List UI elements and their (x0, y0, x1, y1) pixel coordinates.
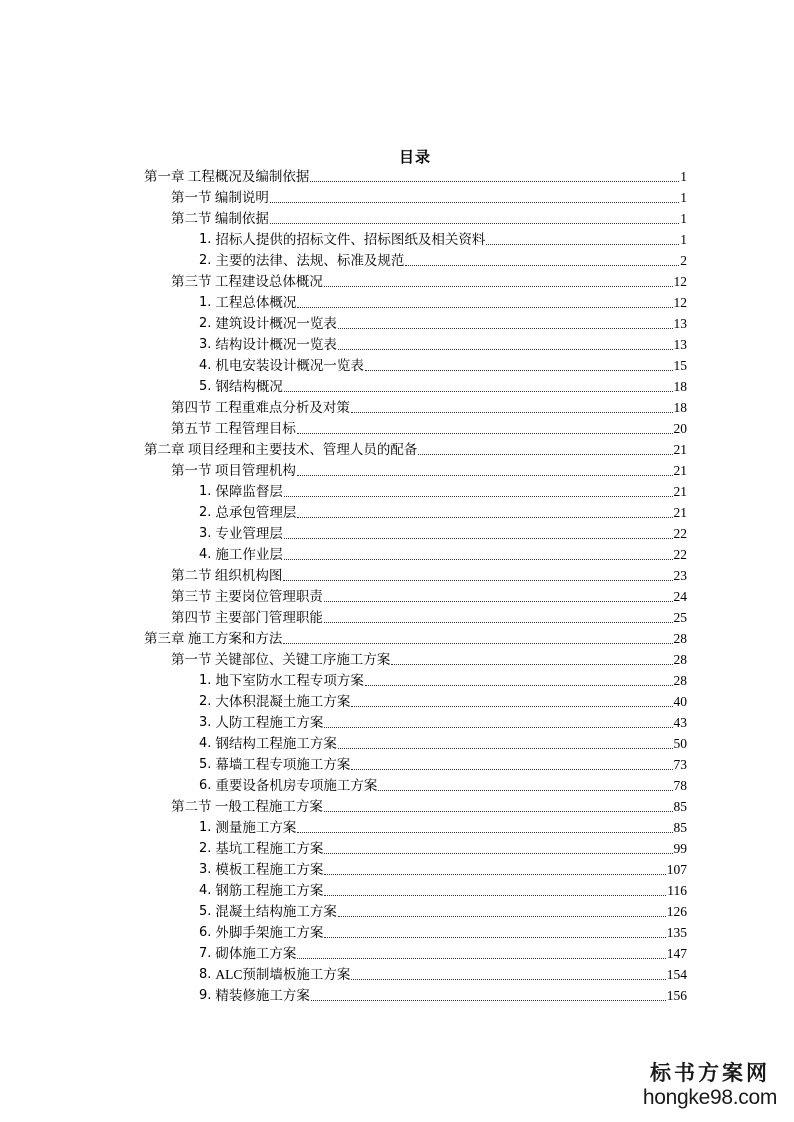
toc-entry-page-number: 20 (673, 421, 687, 436)
toc-entry-number: 3. (199, 526, 212, 541)
toc-entry-number: 6. (199, 778, 212, 793)
toc-entry[interactable] (144, 334, 687, 355)
toc-entry-page-number: 21 (673, 505, 687, 520)
toc-entry-page-number: 21 (673, 484, 687, 499)
dot-leader (270, 222, 679, 224)
dot-leader (324, 621, 673, 623)
toc-entry-page-number: 28 (673, 652, 687, 667)
toc-entry[interactable] (144, 901, 687, 922)
toc-entry[interactable] (144, 754, 687, 775)
toc-entry-page-number: 126 (666, 904, 687, 919)
toc-entry-page-number: 12 (673, 295, 687, 310)
toc-entry[interactable] (144, 838, 687, 859)
toc-entry-page-number: 85 (673, 799, 687, 814)
toc-entry-page-number: 1 (680, 169, 687, 184)
dot-leader (324, 936, 665, 938)
toc-entry-page-number: 154 (666, 967, 687, 982)
toc-entry[interactable] (144, 460, 687, 481)
toc-entry-title: 第三章 施工方案和方法 (144, 631, 283, 646)
dot-leader (284, 558, 673, 560)
toc-entry-number: 6. (199, 925, 212, 940)
toc-entry-page-number: 13 (673, 337, 687, 352)
dot-leader (297, 957, 665, 959)
toc-entry-page-number: 18 (673, 379, 687, 394)
toc-entry-page-number: 25 (673, 610, 687, 625)
toc-entry-title: 幕墙工程专项施工方案 (215, 757, 351, 772)
toc-entry-title: 第五节 工程管理目标 (171, 421, 296, 436)
toc-entry-page-number: 147 (666, 946, 687, 961)
toc-entry-page-number: 12 (673, 274, 687, 289)
toc-entry[interactable] (144, 418, 687, 439)
toc-entry-title: 第一节 项目管理机构 (171, 463, 296, 478)
toc-entry-page-number: 43 (673, 715, 687, 730)
toc-entry-title: 第一节 关键部位、关键工序施工方案 (171, 652, 391, 667)
dot-leader (365, 684, 673, 686)
dot-leader (297, 516, 672, 518)
dot-leader (338, 327, 673, 329)
dot-leader (311, 999, 666, 1001)
dot-leader (310, 180, 679, 182)
toc-entry-number: 3. (199, 715, 212, 730)
toc-entry[interactable] (144, 544, 687, 565)
toc-entry-title: 钢结构概况 (215, 379, 283, 394)
toc-entry-title: 第二节 一般工程施工方案 (171, 799, 323, 814)
toc-entry-page-number: 15 (673, 358, 687, 373)
toc-title: 目录 (398, 148, 431, 166)
toc-entry-title: 工程总体概况 (215, 295, 297, 310)
toc-entry-title: 保障监督层 (215, 484, 283, 499)
toc-entry-title: 精装修施工方案 (215, 988, 310, 1003)
toc-entry-title: 大体积混凝土施工方案 (215, 694, 351, 709)
toc-entry-page-number: 24 (673, 589, 687, 604)
toc-entry-page-number: 28 (673, 673, 687, 688)
toc-entry[interactable] (144, 859, 687, 880)
toc-entry[interactable] (144, 691, 687, 712)
dot-leader (324, 810, 673, 812)
toc-entry-page-number: 28 (673, 631, 687, 646)
toc-entry-title: 第二节 编制依据 (171, 211, 269, 226)
toc-entry-page-number: 116 (667, 883, 687, 898)
dot-leader (324, 726, 672, 728)
toc-entry-title: 第四节 工程重难点分析及对策 (171, 400, 350, 415)
dot-leader (297, 831, 672, 833)
dot-leader (405, 264, 679, 266)
toc-entry-number: 8. (199, 967, 212, 982)
toc-entry-page-number: 78 (673, 778, 687, 793)
toc-entry-number: 5. (199, 904, 212, 919)
toc-entry-title: 外脚手架施工方案 (215, 925, 324, 940)
toc-entry-number: 2. (199, 316, 212, 331)
toc-entry-number: 5. (199, 757, 212, 772)
toc-entry-title: 主要的法律、法规、标准及规范 (215, 253, 405, 268)
toc-entry-title: 建筑设计概况一览表 (215, 316, 337, 331)
toc-entry-number: 4. (199, 547, 212, 562)
toc-entry-number: 9. (199, 988, 212, 1003)
toc-entry-title: 基坑工程施工方案 (215, 841, 324, 856)
toc-entry[interactable] (144, 313, 687, 334)
dot-leader (283, 642, 672, 644)
toc-entry[interactable] (144, 586, 687, 607)
toc-entry-number: 1. (199, 673, 212, 688)
toc-entry-title: 招标人提供的招标文件、招标图纸及相关资料 (215, 232, 486, 247)
dot-leader (391, 663, 672, 665)
toc-entry-title: 测量施工方案 (215, 820, 297, 835)
toc-entry-title: 重要设备机房专项施工方案 (215, 778, 378, 793)
toc-entry-title: 结构设计概况一览表 (215, 337, 337, 352)
toc-entry[interactable] (144, 481, 687, 502)
toc-entry-page-number: 21 (673, 463, 687, 478)
toc-entry[interactable] (144, 250, 687, 271)
toc-entry[interactable] (144, 796, 687, 817)
toc-entry-number: 3. (199, 862, 212, 877)
toc-entry-title: 第一章 工程概况及编制依据 (144, 169, 310, 184)
dot-leader (284, 495, 673, 497)
toc-entry-title: 钢结构工程施工方案 (215, 736, 337, 751)
toc-entry-title: 混凝土结构施工方案 (215, 904, 337, 919)
toc-entry-title: 人防工程施工方案 (215, 715, 324, 730)
dot-leader (324, 894, 666, 896)
toc-entry-page-number: 22 (673, 526, 687, 541)
toc-entry[interactable] (144, 964, 687, 985)
toc-entry-title: 第一节 编制说明 (171, 190, 269, 205)
toc-entry[interactable] (144, 376, 687, 397)
dot-leader (418, 453, 672, 455)
toc-entry-number: 7. (199, 946, 212, 961)
toc-entry-number: 2. (199, 253, 212, 268)
toc-entry-page-number: 21 (673, 442, 687, 457)
toc-entry-page-number: 1 (680, 211, 687, 226)
dot-leader (338, 747, 673, 749)
toc-entry[interactable] (144, 712, 687, 733)
toc-entry-page-number: 40 (673, 694, 687, 709)
toc-entry[interactable] (144, 985, 687, 1006)
toc-entry[interactable] (144, 166, 687, 187)
toc-entry-number: 2. (199, 841, 212, 856)
toc-entry-page-number: 107 (666, 862, 687, 877)
toc-entry-title: 模板工程施工方案 (215, 862, 324, 877)
toc-entry[interactable] (144, 943, 687, 964)
toc-entry[interactable] (144, 733, 687, 754)
dot-leader (297, 432, 673, 434)
toc-entry-title: ALC预制墙板施工方案 (215, 967, 351, 982)
toc-entry-title: 砌体施工方案 (215, 946, 297, 961)
toc-entry-title: 第三节 主要岗位管理职责 (171, 589, 323, 604)
toc-entry-number: 2. (199, 505, 212, 520)
toc-entry-title: 第二节 组织机构图 (171, 568, 283, 583)
toc-entry-page-number: 50 (673, 736, 687, 751)
dot-leader (351, 768, 672, 770)
dot-leader (284, 537, 673, 539)
toc-entry[interactable] (144, 607, 687, 628)
toc-entry[interactable] (144, 355, 687, 376)
toc-entry[interactable] (144, 187, 687, 208)
toc-entry-page-number: 73 (673, 757, 687, 772)
toc-entry[interactable] (144, 628, 687, 649)
toc-entry[interactable] (144, 502, 687, 523)
toc-entry-page-number: 2 (680, 253, 687, 268)
toc-entry-title: 第四节 主要部门管理职能 (171, 610, 323, 625)
dot-leader (338, 915, 666, 917)
toc-entry[interactable] (144, 565, 687, 586)
toc-entry-number: 2. (199, 694, 212, 709)
dot-leader (297, 474, 673, 476)
toc-entry-title: 总承包管理层 (215, 505, 297, 520)
toc-entry-number: 1. (199, 232, 212, 247)
toc-entry-page-number: 18 (673, 400, 687, 415)
dot-leader (270, 201, 679, 203)
dot-leader (297, 306, 672, 308)
toc-entry-page-number: 13 (673, 316, 687, 331)
toc-entry-number: 1. (199, 484, 212, 499)
dot-leader (324, 852, 672, 854)
toc-entry-title: 第三节 工程建设总体概况 (171, 274, 323, 289)
toc-entry[interactable] (144, 880, 687, 901)
toc-entry-number: 4. (199, 883, 212, 898)
toc-entry-page-number: 85 (673, 820, 687, 835)
toc-entry-page-number: 156 (666, 988, 687, 1003)
toc-entry[interactable] (144, 439, 687, 460)
toc-entry-page-number: 1 (680, 190, 687, 205)
toc-entry[interactable] (144, 817, 687, 838)
toc-entry-title: 第二章 项目经理和主要技术、管理人员的配备 (144, 442, 418, 457)
toc-entry[interactable] (144, 523, 687, 544)
toc-entry[interactable] (144, 271, 687, 292)
watermark-site-url: hongke98.com (642, 1086, 778, 1109)
toc-entry-number: 1. (199, 295, 212, 310)
toc-entry-title: 地下室防水工程专项方案 (215, 673, 364, 688)
toc-entry-title: 机电安装设计概况一览表 (215, 358, 364, 373)
dot-leader (378, 789, 672, 791)
dot-leader (324, 600, 673, 602)
dot-leader (324, 873, 665, 875)
dot-leader (351, 705, 672, 707)
toc-entry[interactable] (144, 922, 687, 943)
toc-entry[interactable] (144, 670, 687, 691)
watermark-logo (640, 1060, 780, 1110)
toc-entry-page-number: 22 (673, 547, 687, 562)
toc-entry[interactable] (144, 397, 687, 418)
dot-leader (284, 390, 673, 392)
toc-entry-number: 4. (199, 358, 212, 373)
watermark-site-name: 标书方案网 (650, 1060, 770, 1085)
dot-leader (324, 285, 673, 287)
toc-entry-number: 1. (199, 820, 212, 835)
toc-entry-title: 钢筋工程施工方案 (215, 883, 324, 898)
toc-entry[interactable] (144, 775, 687, 796)
toc-entry[interactable] (144, 229, 687, 250)
dot-leader (338, 348, 673, 350)
toc-entry-title: 施工作业层 (215, 547, 283, 562)
toc-entry-page-number: 99 (673, 841, 687, 856)
toc-entry-number: 4. (199, 736, 212, 751)
toc-entry-page-number: 23 (673, 568, 687, 583)
toc-entry-title: 专业管理层 (215, 526, 283, 541)
toc-entry[interactable] (144, 208, 687, 229)
dot-leader (283, 579, 672, 581)
dot-leader (351, 411, 673, 413)
toc-entry[interactable] (144, 292, 687, 313)
toc-entry-number: 3. (199, 337, 212, 352)
dot-leader (365, 369, 673, 371)
table-of-contents (144, 166, 687, 1006)
toc-entry[interactable] (144, 649, 687, 670)
toc-entry-page-number: 135 (666, 925, 687, 940)
dot-leader (351, 978, 665, 980)
toc-entry-number: 5. (199, 379, 212, 394)
dot-leader (486, 243, 679, 245)
toc-entry-page-number: 1 (680, 232, 687, 247)
